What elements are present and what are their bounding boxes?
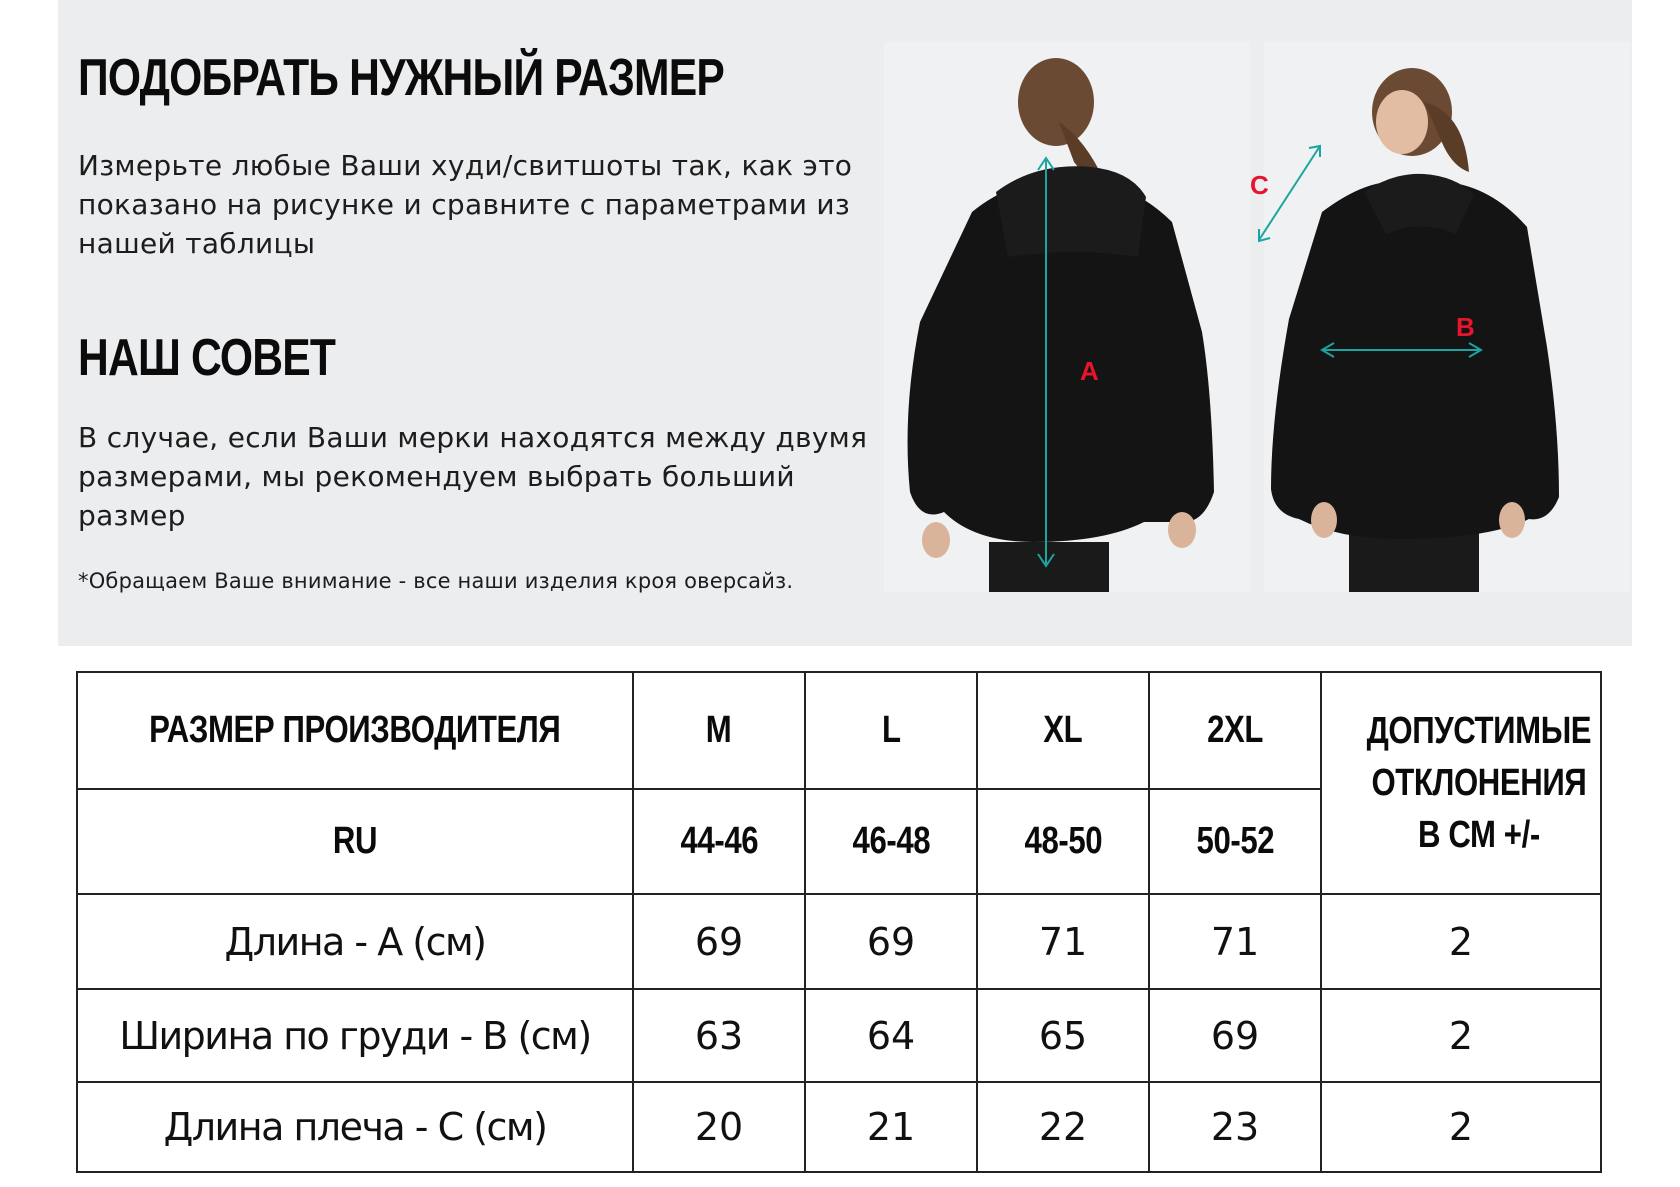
table-row	[77, 1082, 1601, 1172]
table-row	[77, 894, 1601, 989]
table-row	[77, 989, 1601, 1082]
ru-label: RU	[77, 789, 633, 894]
marker-a: A	[1080, 356, 1099, 386]
value-cell: 69	[805, 894, 977, 989]
row-label-length: Длина - A (см)	[77, 894, 633, 989]
advice-text: В случае, если Ваши мерки находятся между двумя размерами, мы рекомендуем выбрать больший размер	[78, 421, 868, 532]
value-cell: 22	[977, 1082, 1149, 1172]
value-cell: 71	[977, 894, 1149, 989]
size-chart-table	[76, 671, 1602, 1173]
ru-size-m: 44-46	[633, 789, 805, 894]
ru-size-l: 46-48	[805, 789, 977, 894]
table-row	[77, 672, 1601, 789]
pick-size-heading: ПОДОБРАТЬ НУЖНЫЙ РАЗМЕР	[78, 49, 724, 107]
row-label-shoulder: Длина плеча - C (см)	[77, 1082, 633, 1172]
value-cell: 69	[1149, 989, 1321, 1082]
value-cell: 20	[633, 1082, 805, 1172]
header-tolerance: ДОПУСТИМЫЕ ОТКЛОНЕНИЯ В СМ +/-	[1321, 672, 1601, 894]
header-size-xl: XL	[977, 672, 1149, 789]
tolerance-cell: 2	[1321, 989, 1601, 1082]
row-label-chest: Ширина по груди - B (см)	[77, 989, 633, 1082]
tolerance-cell: 2	[1321, 894, 1601, 989]
value-cell: 63	[633, 989, 805, 1082]
hoodie-front-photo	[1250, 42, 1630, 592]
header-manufacturer-size: РАЗМЕР ПРОИЗВОДИТЕЛЯ	[77, 672, 633, 789]
value-cell: 65	[977, 989, 1149, 1082]
advice-heading: НАШ СОВЕТ	[78, 329, 336, 387]
value-cell: 71	[1149, 894, 1321, 989]
ru-size-2xl: 50-52	[1149, 789, 1321, 894]
hoodie-back-illustration	[884, 42, 1250, 592]
tolerance-cell: 2	[1321, 1082, 1601, 1172]
value-cell: 21	[805, 1082, 977, 1172]
marker-b: B	[1456, 312, 1475, 342]
header-size-m: M	[633, 672, 805, 789]
marker-c: C	[1250, 170, 1269, 200]
hoodie-front-illustration	[1250, 42, 1630, 592]
hoodie-back-photo	[884, 42, 1250, 592]
value-cell: 69	[633, 894, 805, 989]
oversize-note: *Обращаем Ваше внимание - все наши изделия кроя оверсайз.	[78, 569, 794, 593]
header-size-2xl: 2XL	[1149, 672, 1321, 789]
value-cell: 23	[1149, 1082, 1321, 1172]
ru-size-xl: 48-50	[977, 789, 1149, 894]
value-cell: 64	[805, 989, 977, 1082]
header-size-l: L	[805, 672, 977, 789]
measure-instructions: Измерьте любые Ваши худи/свитшоты так, как это показано на рисунке и сравните с параметрами из нашей таблицы	[78, 149, 853, 260]
size-guide-panel	[58, 0, 1632, 646]
